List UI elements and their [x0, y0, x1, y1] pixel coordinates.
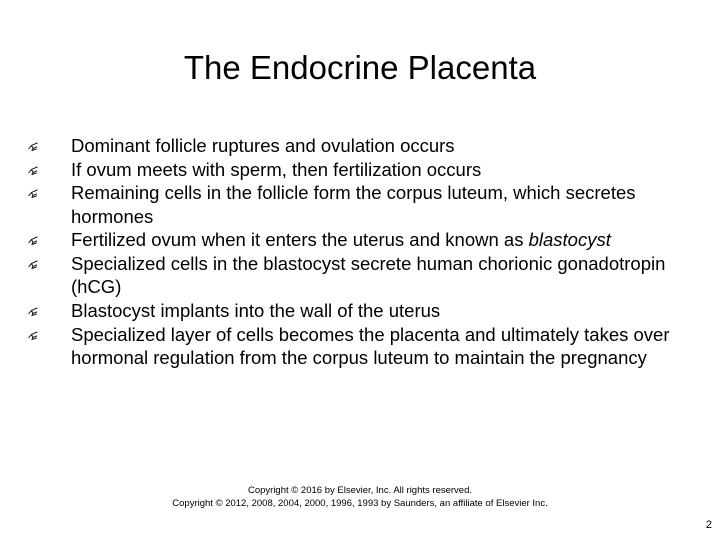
copyright-footer: [0, 484, 720, 510]
bullet-item: [22, 228, 702, 251]
bullet-text: Specialized layer of cells becomes the placenta and ultimately takes over hormonal regulation from the corpus luteum to maintain the pregnancy: [71, 323, 670, 368]
bullet-text: Specialized cells in the blastocyst secrete human chorionic gonadotropin (hCG): [71, 253, 666, 298]
hand-pointer-icon: [28, 260, 39, 269]
bullet-text: Remaining cells in the follicle form the corpus luteum, which secretes hormones: [71, 182, 636, 227]
bullet-item: [22, 252, 702, 298]
bullet-item: [22, 299, 702, 322]
bullet-item: [22, 134, 702, 157]
hand-pointer-icon: [28, 142, 39, 151]
page-number: 2: [705, 519, 712, 531]
bullet-text: Fertilized ovum when it enters the uterus and known as: [71, 229, 529, 251]
hand-pointer-icon: [28, 166, 39, 175]
hand-pointer-icon: [28, 331, 39, 340]
bullet-text: If ovum meets with sperm, then fertilization occurs: [71, 158, 482, 180]
copyright-line-1: Copyright © 2016 by Elsevier, Inc. All rights reserved.: [247, 485, 473, 496]
bullet-list: [22, 134, 702, 370]
bullet-emphasis: blastocyst: [528, 229, 611, 251]
copyright-line-2: Copyright © 2012, 2008, 2004, 2000, 1996, 1993 by Saunders, an affiliate of Elsevier Inc.: [172, 498, 548, 509]
hand-pointer-icon: [28, 189, 39, 198]
bullet-text: Blastocyst implants into the wall of the uterus: [71, 299, 441, 321]
bullet-text: Dominant follicle ruptures and ovulation occurs: [71, 135, 455, 156]
hand-pointer-icon: [28, 236, 39, 245]
bullet-item: [22, 181, 702, 227]
slide-title: The Endocrine Placenta: [183, 49, 537, 86]
bullet-item: [22, 323, 702, 369]
hand-pointer-icon: [28, 307, 39, 316]
bullet-item: [22, 158, 702, 181]
